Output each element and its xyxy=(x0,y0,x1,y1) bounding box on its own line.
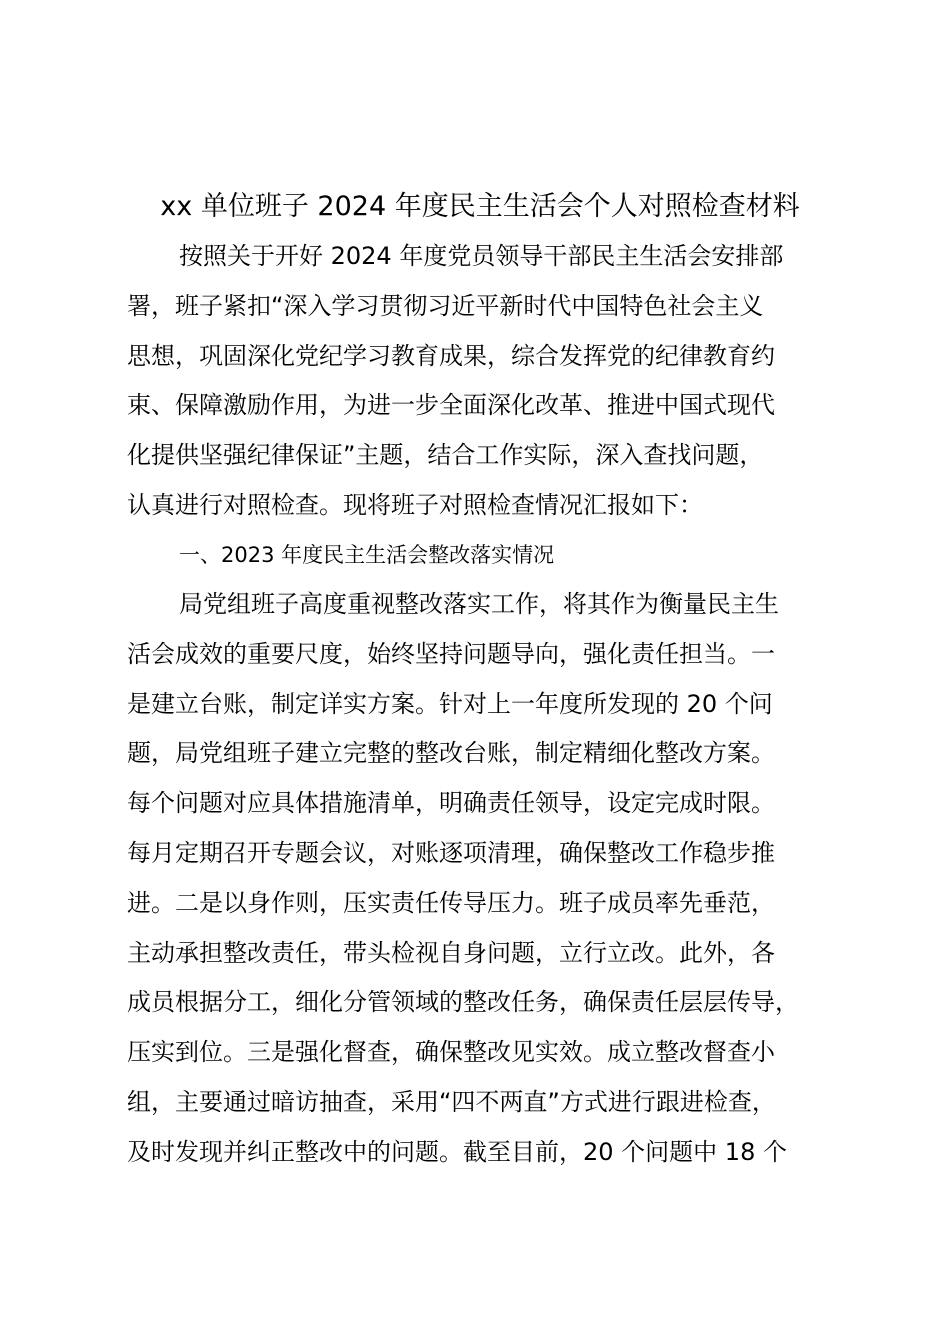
paragraph-line: 化提供坚强纪律保证”主题，结合工作实际，深入查找问题， xyxy=(127,441,764,470)
paragraph-line: 及时发现并纠正整改中的问题。截至目前，20 个问题中 18 个 xyxy=(127,1137,787,1166)
section-heading: 一、2023 年度民主生活会整改落实情况 xyxy=(179,543,555,567)
paragraph-line: 思想，巩固深化党纪学习教育成果，综合发挥党的纪律教育约 xyxy=(127,341,775,370)
paragraph-line: 压实到位。三是强化督查，确保整改见实效。成立整改督查小 xyxy=(127,1038,775,1067)
paragraph-line: 主动承担整改责任，带头检视自身问题，立行立改。此外，各 xyxy=(127,938,775,967)
paragraph-line: 活会成效的重要尺度，始终坚持问题导向，强化责任担当。一 xyxy=(127,639,775,668)
paragraph-line: 题，局党组班子建立完整的整改台账，制定精细化整改方案。 xyxy=(127,739,775,768)
document-title: xx 单位班子 2024 年度民主生活会个人对照检查材料 xyxy=(160,191,800,222)
paragraph-line: 束、保障激励作用，为进一步全面深化改革、推进中国式现代 xyxy=(127,391,775,420)
paragraph-line: 认真进行对照检查。现将班子对照检查情况汇报如下： xyxy=(127,490,703,519)
paragraph-rectification xyxy=(127,580,862,1178)
paragraph-line: 每个问题对应具体措施清单，明确责任领导，设定完成时限。 xyxy=(127,789,775,818)
paragraph-line: 进。二是以身作则，压实责任传导压力。班子成员率先垂范， xyxy=(127,888,775,917)
paragraph-line: 每月定期召开专题会议，对账逐项清理，确保整改工作稳步推 xyxy=(127,838,775,867)
paragraph-line: 组，主要通过暗访抽查，采用“四不两直”方式进行跟进检查， xyxy=(127,1087,776,1116)
paragraph-line: 是建立台账，制定详实方案。针对上一年度所发现的 20 个问 xyxy=(127,689,773,718)
paragraph-line: 成员根据分工，细化分管领域的整改任务，确保责任层层传导， xyxy=(127,988,799,1017)
paragraph-intro xyxy=(127,232,862,531)
paragraph-line: 署，班子紧扣“深入学习贯彻习近平新时代中国特色社会主义 xyxy=(127,291,764,320)
paragraph-line: 局党组班子高度重视整改落实工作，将其作为衡量民主生 xyxy=(179,590,779,618)
paragraph-line: 按照关于开好 2024 年度党员领导干部民主生活会安排部 xyxy=(179,242,784,270)
